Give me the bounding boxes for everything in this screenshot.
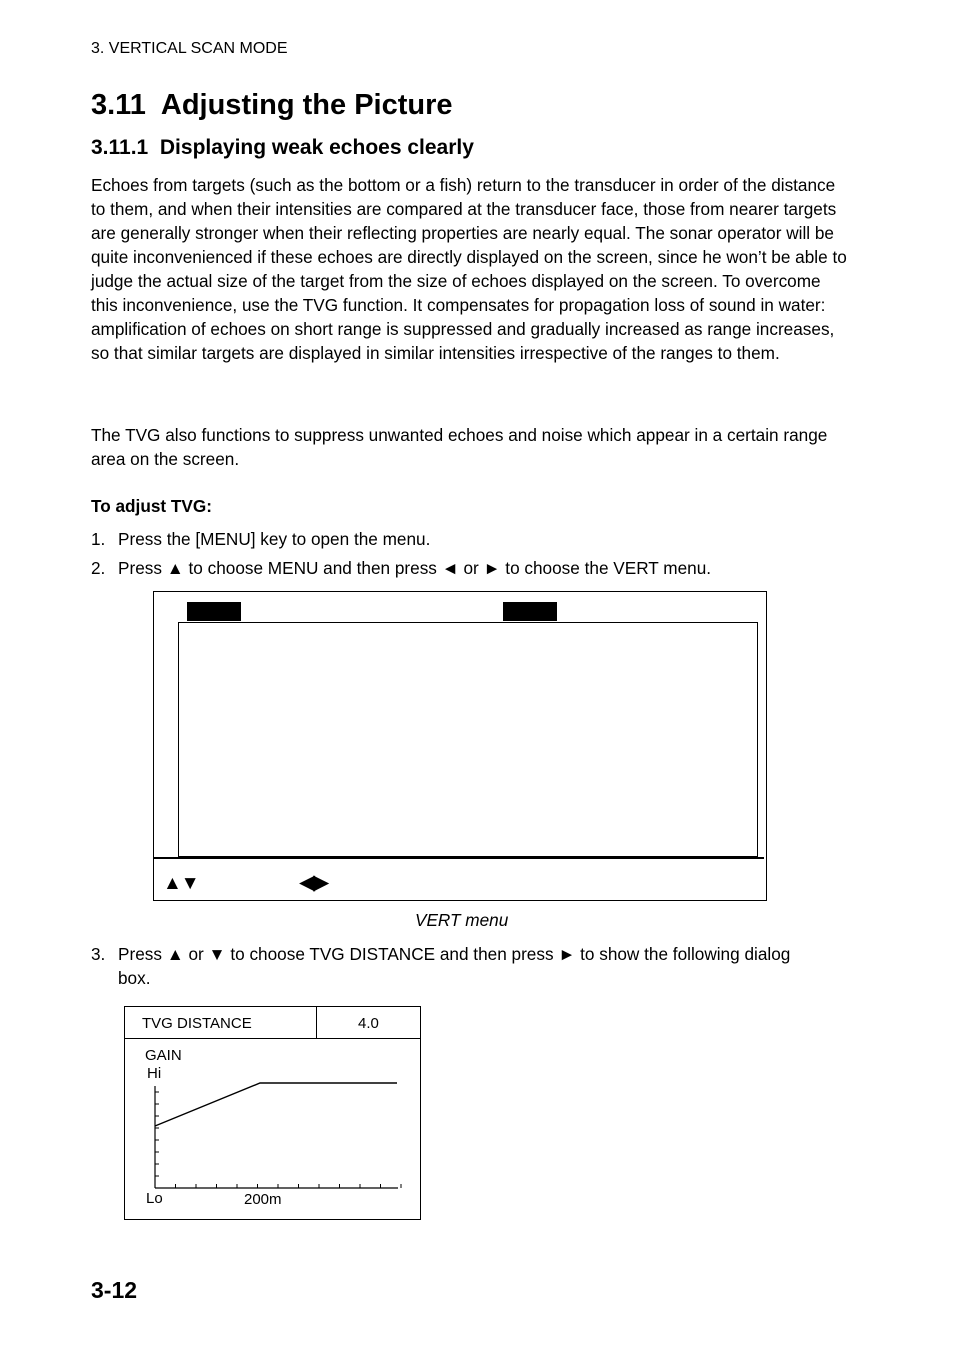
- step-number: 1.: [91, 529, 106, 549]
- left-right-arrows-icon: ◀▶: [299, 871, 328, 894]
- up-down-arrows-icon: ▲▼: [163, 873, 199, 894]
- gain-lo-label: Lo: [146, 1190, 163, 1207]
- paragraph-tvg-suppress: The TVG also functions to suppress unwanted echoes and noise which appear in a certain range area on the screen.: [91, 425, 828, 469]
- paragraph-echoes: Echoes from targets (such as the bottom or a fish) return to the transducer in order of the distance to them, and when their intensities are compared at the transducer face, those from nearer targets are generally stronger when their reflecting properties are nearly equal. The sonar operator will be quite inconvenienced if these echoes are directly displayed on the screen, since he won’t be able to judge the actual size of the target from the size of echoes displayed on the screen. To overcome this inconvenience, use the TVG function. It compensates for propagation loss of sound in water: amplification of echoes on short range is suppressed and gradually increased as range increases, so that similar targets are displayed in similar intensities irrespective of the ranges to them.: [91, 175, 847, 363]
- step-text: Press ▲ or ▼ to choose TVG DISTANCE and then press ► to show the following dialog box.: [118, 944, 791, 988]
- step-text: Press the [MENU] key to open the menu.: [118, 529, 431, 549]
- step-text: Press ▲ to choose MENU and then press ◄ or ► to choose the VERT menu.: [118, 558, 712, 578]
- tvg-distance-value: 4.0: [358, 1015, 379, 1032]
- vert-menu-content-area: [178, 622, 758, 857]
- procedure-heading: To adjust TVG:: [91, 496, 212, 516]
- subsection-title: 3.11.1 Displaying weak echoes clearly: [91, 136, 474, 159]
- step-number: 2.: [91, 558, 106, 578]
- tvg-curve: [155, 1083, 397, 1126]
- menu-divider: [154, 857, 764, 859]
- menu-tab-left: [187, 602, 241, 621]
- page-number: 3-12: [91, 1277, 138, 1303]
- tvg-distance-label: TVG DISTANCE: [142, 1015, 252, 1032]
- gain-hi-label: Hi: [147, 1065, 162, 1082]
- menu-tab-right: [503, 602, 557, 621]
- gain-ticks: [155, 1092, 159, 1188]
- section-title: 3.11 Adjusting the Picture: [91, 89, 453, 121]
- distance-200m-label: 200m: [244, 1191, 282, 1208]
- running-head: 3. VERTICAL SCAN MODE: [91, 40, 288, 57]
- gain-axis-label: GAIN: [145, 1047, 182, 1064]
- dialog-title-separator: [316, 1007, 317, 1039]
- figure-caption: VERT menu: [415, 910, 509, 930]
- step-number: 3.: [91, 944, 106, 964]
